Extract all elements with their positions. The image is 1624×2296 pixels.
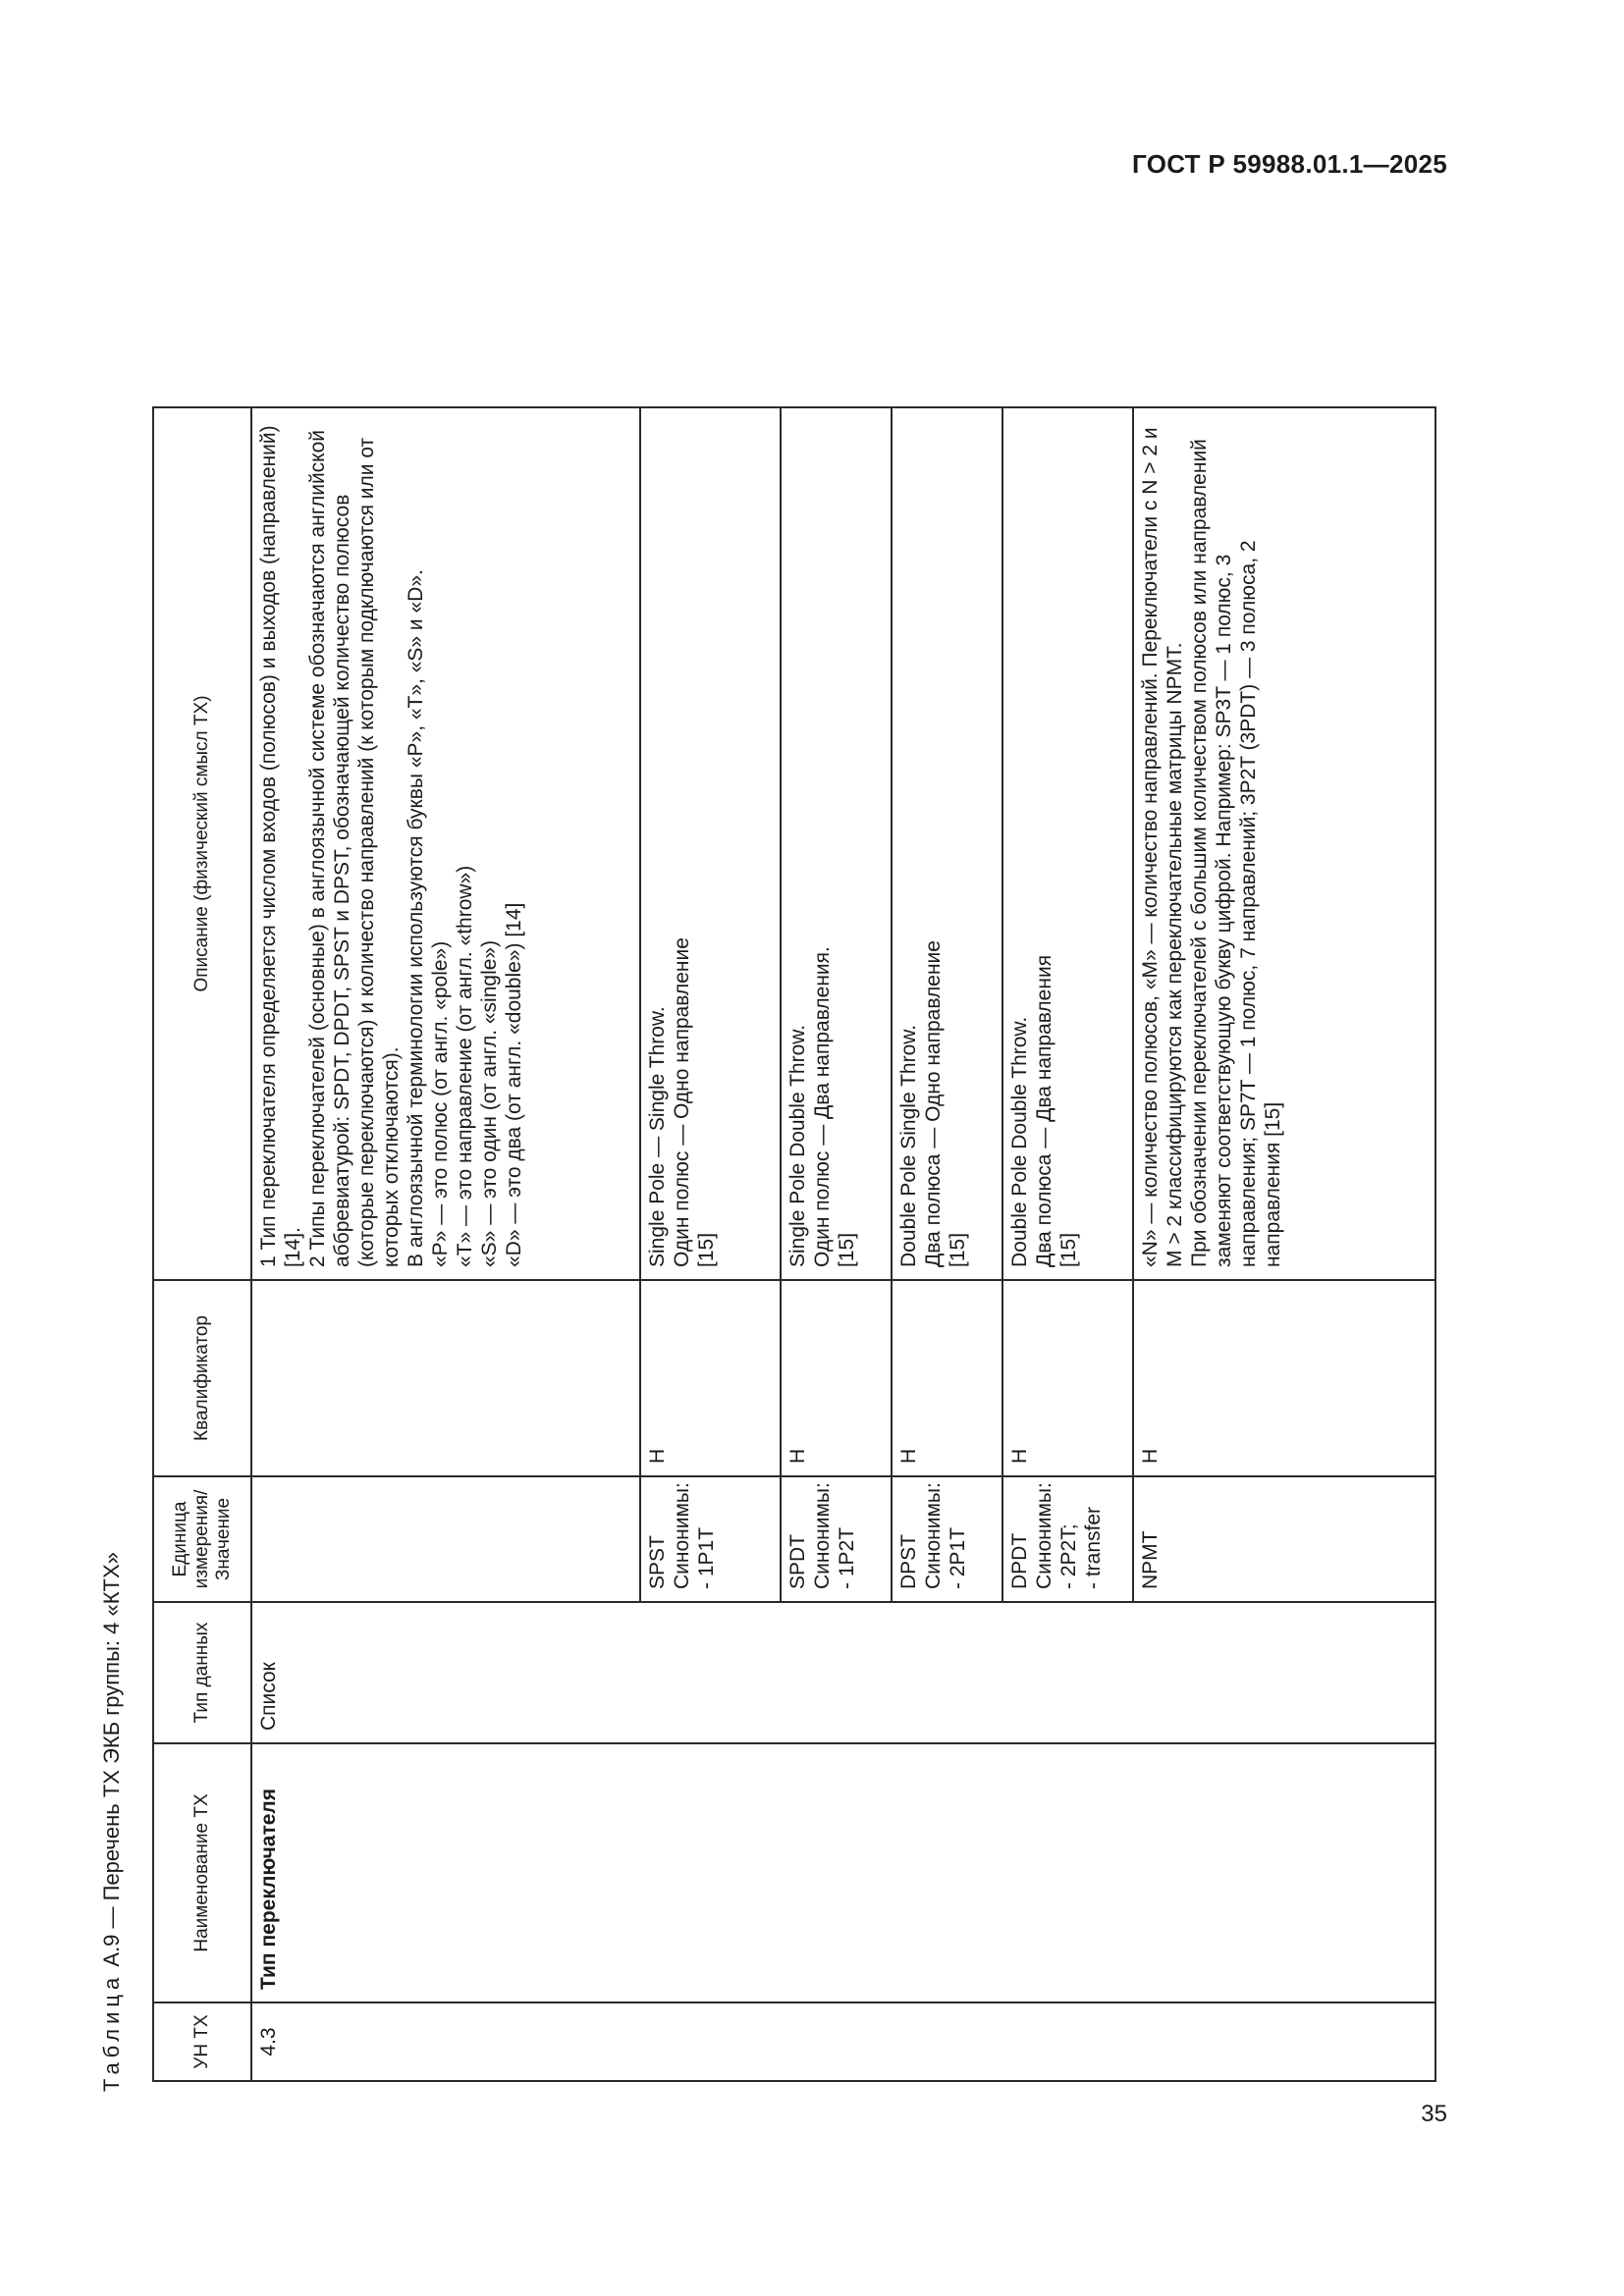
cell-description: Double Pole Single Throw. Два полюса — Одно направление [15] xyxy=(892,407,1002,1280)
cell-description: Single Pole Double Throw. Один полюс — Два направления. [15] xyxy=(781,407,892,1280)
description-line: 2 Типы переключателей (основные) в англоязычной системе обозначаются английской аббревиатурой: SPDT, DPDT, SPST и DPST, обозначающей количество полюсов (которые переключаются) и количество направлений (к которым подключаются или от которых отключаются). xyxy=(306,429,403,1267)
cell-description: Single Pole — Single Throw. Один полюс — Одно направление [15] xyxy=(640,407,781,1280)
header-id: УН ТХ xyxy=(153,2002,251,2081)
cell-qualifier: Н xyxy=(1133,1280,1435,1476)
cell-qualifier xyxy=(251,1280,640,1476)
cell-name: Тип переключателя xyxy=(251,1743,1435,2002)
header-unit: Единица измерения/ Значение xyxy=(153,1476,251,1602)
description-line: «S» — это один (от англ. «single») xyxy=(478,939,501,1267)
description-line: «D» — это два (от англ. «double») [14] xyxy=(503,902,525,1267)
cell-unit: SPDT Синонимы: - 1P2T xyxy=(781,1476,892,1602)
header-qualifier: Квалификатор xyxy=(153,1280,251,1476)
table-header-row xyxy=(153,407,251,2081)
cell-id: 4.3 xyxy=(251,2002,1435,2081)
header-name: Наименование ТХ xyxy=(153,1743,251,2002)
description-line: «T» — это направление (от англ. «throw») xyxy=(454,865,476,1267)
cell-unit: NPMT xyxy=(1133,1476,1435,1602)
caption-text: А.9 — Перечень ТХ ЭКБ группы: 4 «КТХ» xyxy=(99,1552,124,1967)
cell-qualifier: Н xyxy=(1002,1280,1133,1476)
cell-qualifier: Н xyxy=(781,1280,892,1476)
page-number: 35 xyxy=(1421,2101,1447,2127)
cell-description xyxy=(251,407,640,1280)
characteristics-table xyxy=(152,406,1436,2082)
cell-qualifier: Н xyxy=(892,1280,1002,1476)
rotated-table-area xyxy=(98,408,1386,2092)
cell-description: «N» — количество полюсов, «M» — количество направлений. Переключатели с N > 2 и M > 2 классифицируются как переключательные матрицы NPMT. При обозначении переключателей с большим количеством полюсов или направлений заменяют соответствующую букву цифрой. Например: SP3T — 1 полюс, 3 направления; SP7T — 1 полюс, 7 направлений; 3P2T (3PDT) — 3 полюса, 2 направления [15] xyxy=(1133,407,1435,1280)
cell-unit: SPST Синонимы: - 1P1T xyxy=(640,1476,781,1602)
cell-unit xyxy=(251,1476,640,1602)
cell-description: Double Pole Double Throw. Два полюса — Два направления [15] xyxy=(1002,407,1133,1280)
header-type: Тип данных xyxy=(153,1602,251,1743)
cell-unit: DPDT Синонимы: - 2P2T; - transfer xyxy=(1002,1476,1133,1602)
cell-unit: DPST Синонимы: - 2P1T xyxy=(892,1476,1002,1602)
caption-prefix: Таблица xyxy=(99,1972,124,2092)
description-line: «P» — это полюс (от англ. «pole») xyxy=(429,940,452,1267)
table-row xyxy=(251,407,640,2081)
description-line: 1 Тип переключателя определяется числом входов (полюсов) и выходов (направлений) [14]. xyxy=(257,425,304,1267)
cell-type: Список xyxy=(251,1602,1435,1743)
description-line: В англоязычной терминологии используются буквы «P», «T», «S» и «D». xyxy=(405,569,427,1267)
table-caption xyxy=(98,1552,126,2092)
cell-qualifier: Н xyxy=(640,1280,781,1476)
document-header: ГОСТ Р 59988.01.1—2025 xyxy=(1132,149,1447,179)
header-description: Описание (физический смысл ТХ) xyxy=(153,407,251,1280)
